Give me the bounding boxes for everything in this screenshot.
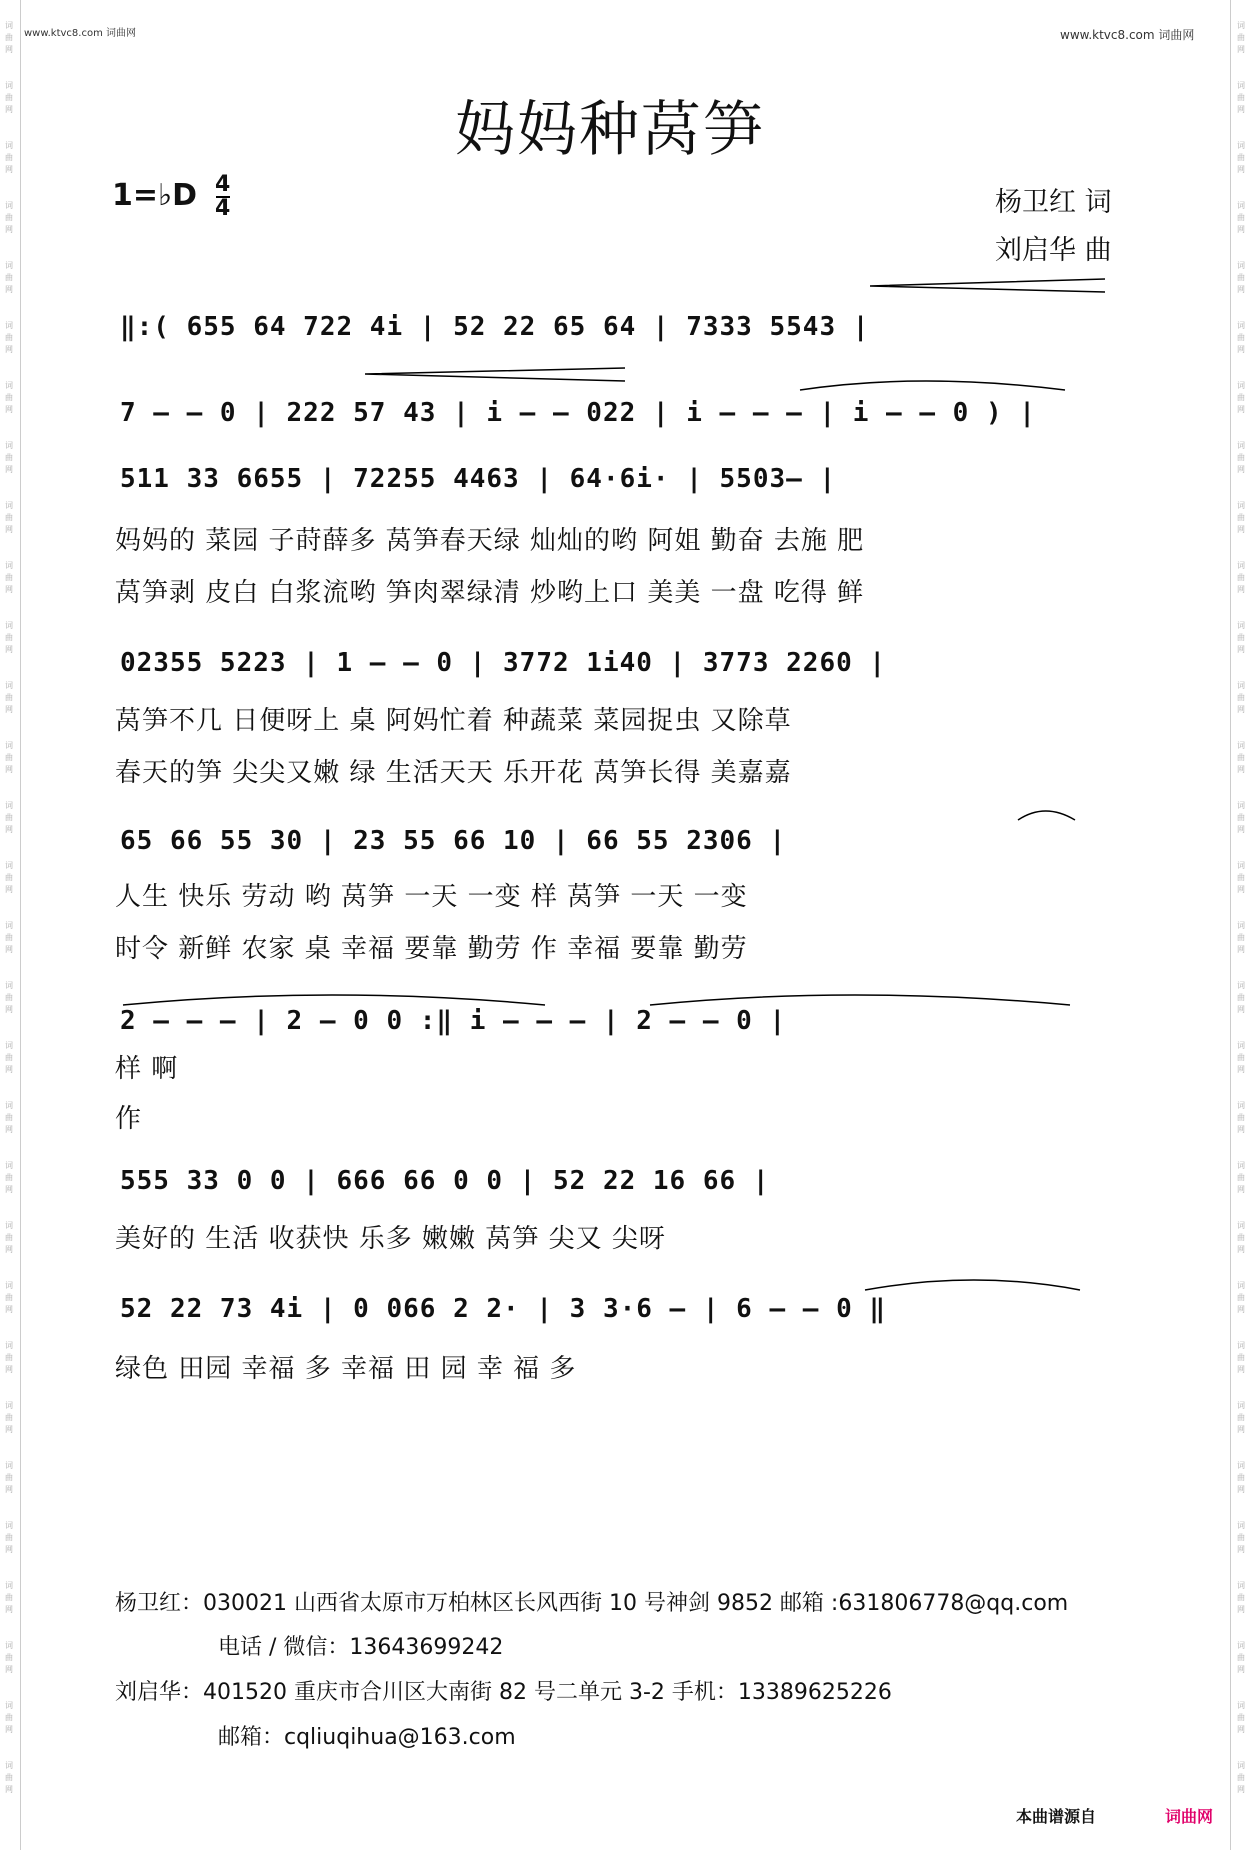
score-line-6-lyric-1: 样 啊 xyxy=(115,1054,179,1084)
score-line-6-lyric-2: 作 xyxy=(115,1104,143,1134)
contact-composer: 刘启华：401520 重庆市合川区大南街 82 号二单元 3-2 手机：13389625226 xyxy=(115,1680,892,1705)
watermark-mark: 词曲网 xyxy=(5,21,13,54)
watermark-mark: 词曲网 xyxy=(5,1281,13,1314)
tie-mark-4 xyxy=(865,1280,1080,1290)
watermark-mark: 词曲网 xyxy=(1237,921,1245,954)
watermark-mark: 词曲网 xyxy=(1237,141,1245,174)
score-line-3-notes: 511 33 6655 | 72255 4463 | 64·6i· | 5503– | xyxy=(120,464,837,494)
watermark-mark: 词曲网 xyxy=(1237,81,1245,114)
watermark-mark: 词曲网 xyxy=(1237,1701,1245,1734)
lyricist-credit: 杨卫红 词 xyxy=(995,187,1112,218)
watermark-mark: 词曲网 xyxy=(5,1701,13,1734)
watermark-mark: 词曲网 xyxy=(1237,1521,1245,1554)
watermark-mark: 词曲网 xyxy=(1237,621,1245,654)
watermark-mark: 词曲网 xyxy=(5,1101,13,1134)
tie-mark-1 xyxy=(800,381,1065,390)
song-title: 妈妈种莴笋 xyxy=(455,95,765,165)
footer-source-text: 本曲谱源自 xyxy=(1016,1807,1097,1826)
watermark-mark: 词曲网 xyxy=(5,1221,13,1254)
watermark-mark: 词曲网 xyxy=(5,741,13,774)
watermark-mark: 词曲网 xyxy=(5,321,13,354)
watermark-mark: 词曲网 xyxy=(5,681,13,714)
crescendo-mark-2 xyxy=(365,368,625,381)
score-line-7-notes: 555 33 0 0 | 666 66 0 0 | 52 22 16 66 | xyxy=(120,1166,770,1196)
watermark-mark: 词曲网 xyxy=(1237,1101,1245,1134)
time-top: 4 xyxy=(215,172,231,197)
watermark-mark: 词曲网 xyxy=(1237,321,1245,354)
contact-lyricist-phone: 电话 / 微信：13643699242 xyxy=(218,1635,504,1660)
score-line-4-lyric-1: 莴笋不几 日便呀上 桌 阿妈忙着 种蔬菜 菜园捉虫 又除草 xyxy=(115,706,792,736)
score-line-7-lyric-1: 美好的 生活 收获快 乐多 嫩嫩 莴笋 尖又 尖呀 xyxy=(115,1224,666,1254)
watermark-mark: 词曲网 xyxy=(5,1341,13,1374)
score-line-3-lyric-2: 莴笋剥 皮白 白浆流哟 笋肉翠绿清 炒哟上口 美美 一盘 吃得 鲜 xyxy=(115,578,865,608)
watermark-mark: 词曲网 xyxy=(1237,1401,1245,1434)
watermark-mark: 词曲网 xyxy=(5,1581,13,1614)
watermark-mark: 词曲网 xyxy=(1237,1221,1245,1254)
watermark-mark: 词曲网 xyxy=(5,561,13,594)
watermark-mark: 词曲网 xyxy=(5,201,13,234)
score-line-4-notes: 02355 5223 | 1 – – 0 | 3772 1i40 | 3773 2260 | xyxy=(120,648,887,678)
header-site-left: www.ktvc8.com 词曲网 xyxy=(24,28,137,39)
tie-mark-3 xyxy=(650,995,1070,1005)
watermark-mark: 词曲网 xyxy=(1237,21,1245,54)
watermark-mark: 词曲网 xyxy=(5,1461,13,1494)
watermark-mark: 词曲网 xyxy=(1237,1761,1245,1794)
watermark-mark: 词曲网 xyxy=(5,261,13,294)
watermark-mark: 词曲网 xyxy=(1237,681,1245,714)
time-bottom: 4 xyxy=(215,196,231,221)
watermark-mark: 词曲网 xyxy=(1237,381,1245,414)
watermark-mark: 词曲网 xyxy=(1237,561,1245,594)
footer-logo: 词曲网 xyxy=(1165,1807,1214,1826)
watermark-mark: 词曲网 xyxy=(1237,1641,1245,1674)
watermark-mark: 词曲网 xyxy=(5,1641,13,1674)
watermark-mark: 词曲网 xyxy=(1237,981,1245,1014)
watermark-mark: 词曲网 xyxy=(1237,741,1245,774)
watermark-mark: 词曲网 xyxy=(1237,861,1245,894)
watermark-mark: 词曲网 xyxy=(5,1521,13,1554)
score-line-5-lyric-2: 时令 新鲜 农家 桌 幸福 要靠 勤劳 作 幸福 要靠 勤劳 xyxy=(115,934,748,964)
score-line-1-notes: ‖:( 655 64 722 4i | 52 22 65 64 | 7333 5543 | xyxy=(120,312,870,342)
crescendo-mark-1 xyxy=(870,279,1105,292)
score-line-6-notes: 2 – – – | 2 – 0 0 :‖ i – – – | 2 – – 0 | xyxy=(120,1006,787,1036)
slur-mark-1 xyxy=(1018,811,1075,820)
score-line-5-lyric-1: 人生 快乐 劳动 哟 莴笋 一天 一变 样 莴笋 一天 一变 xyxy=(115,882,748,912)
watermark-mark: 词曲网 xyxy=(1237,201,1245,234)
watermark-mark: 词曲网 xyxy=(1237,1041,1245,1074)
watermark-mark: 词曲网 xyxy=(5,441,13,474)
watermark-mark: 词曲网 xyxy=(5,141,13,174)
key-signature: 1=♭D xyxy=(112,178,198,213)
watermark-mark: 词曲网 xyxy=(1237,1341,1245,1374)
watermark-mark: 词曲网 xyxy=(5,981,13,1014)
watermark-mark: 词曲网 xyxy=(1237,1161,1245,1194)
score-line-8-notes: 52 22 73 4i | 0 066 2 2· | 3 3·6 – | 6 – – 0 ‖ xyxy=(120,1294,887,1324)
score-line-2-notes: 7 – – 0 | 222 57 43 | i – – 022 | i – – – | i – – 0 ) | xyxy=(120,398,1036,428)
score-line-5-notes: 65 66 55 30 | 23 55 66 10 | 66 55 2306 | xyxy=(120,826,787,856)
contact-composer-email: 邮箱：cqliuqihua@163.com xyxy=(218,1725,516,1750)
watermark-mark: 词曲网 xyxy=(5,381,13,414)
watermark-mark: 词曲网 xyxy=(5,81,13,114)
header-site-right: www.ktvc8.com 词曲网 xyxy=(1060,28,1195,42)
score-line-8-lyric-1: 绿色 田园 幸福 多 幸福 田 园 幸 福 多 xyxy=(115,1354,577,1384)
watermark-mark: 词曲网 xyxy=(1237,501,1245,534)
composer-credit: 刘启华 曲 xyxy=(995,235,1112,266)
watermark-mark: 词曲网 xyxy=(5,861,13,894)
watermark-mark: 词曲网 xyxy=(1237,1281,1245,1314)
watermark-mark: 词曲网 xyxy=(5,621,13,654)
score-line-4-lyric-2: 春天的笋 尖尖又嫩 绿 生活天天 乐开花 莴笋长得 美嘉嘉 xyxy=(115,758,792,788)
watermark-mark: 词曲网 xyxy=(5,1161,13,1194)
watermark-mark: 词曲网 xyxy=(5,1401,13,1434)
watermark-mark: 词曲网 xyxy=(5,921,13,954)
watermark-mark: 词曲网 xyxy=(1237,801,1245,834)
watermark-mark: 词曲网 xyxy=(5,501,13,534)
watermark-mark: 词曲网 xyxy=(5,801,13,834)
watermark-mark: 词曲网 xyxy=(5,1041,13,1074)
watermark-mark: 词曲网 xyxy=(1237,1581,1245,1614)
score-line-3-lyric-1: 妈妈的 菜园 子莳薛多 莴笋春天绿 灿灿的哟 阿姐 勤奋 去施 肥 xyxy=(115,526,865,556)
watermark-mark: 词曲网 xyxy=(1237,261,1245,294)
watermark-mark: 词曲网 xyxy=(5,1761,13,1794)
watermark-mark: 词曲网 xyxy=(1237,1461,1245,1494)
contact-lyricist: 杨卫红：030021 山西省太原市万柏林区长风西街 10 号神剑 9852 邮箱 :631806778@qq.com xyxy=(115,1591,1069,1616)
watermark-mark: 词曲网 xyxy=(1237,441,1245,474)
tie-mark-2 xyxy=(123,995,545,1005)
